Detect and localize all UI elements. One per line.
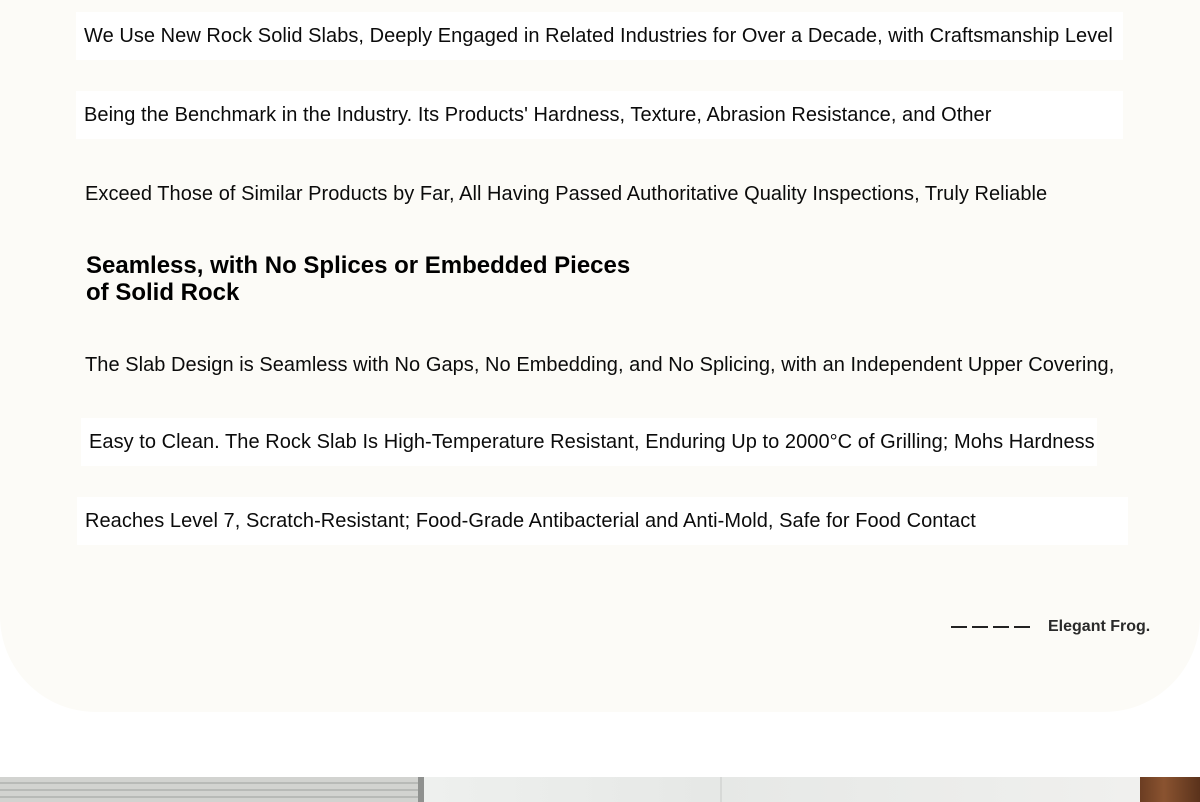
feature-line-2: Easy to Clean. The Rock Slab Is High-Temperature Resistant, Enduring Up to 2000°C of Grilling; Mohs Hardness [81,418,1097,466]
section-heading [86,252,630,306]
signature-brand: Elegant Frog. [1048,618,1151,635]
feature-line-1: The Slab Design is Seamless with No Gaps, No Embedding, and No Splicing, with an Independent Upper Covering, [85,354,1115,376]
description-line-1: We Use New Rock Solid Slabs, Deeply Engaged in Related Industries for Over a Decade, with Craftsmanship Level [76,12,1123,60]
signature [951,618,1150,636]
feature-line-3: Reaches Level 7, Scratch-Resistant; Food-Grade Antibacterial and Anti-Mold, Safe for Food Contact [77,497,1128,545]
window-blinds [0,777,420,802]
description-line-3: Exceed Those of Similar Products by Far, All Having Passed Authoritative Quality Inspections, Truly Reliable [85,183,1048,205]
signature-dashes [951,626,1030,628]
section-heading-line-2: of Solid Rock [86,279,240,306]
kitchen-photo [0,777,1200,802]
section-heading-line-1: Seamless, with No Splices or Embedded Pieces [86,252,631,279]
description-line-2: Being the Benchmark in the Industry. Its Products' Hardness, Texture, Abrasion Resistance, and Other [76,91,1123,139]
wood-cabinet [1140,777,1200,802]
